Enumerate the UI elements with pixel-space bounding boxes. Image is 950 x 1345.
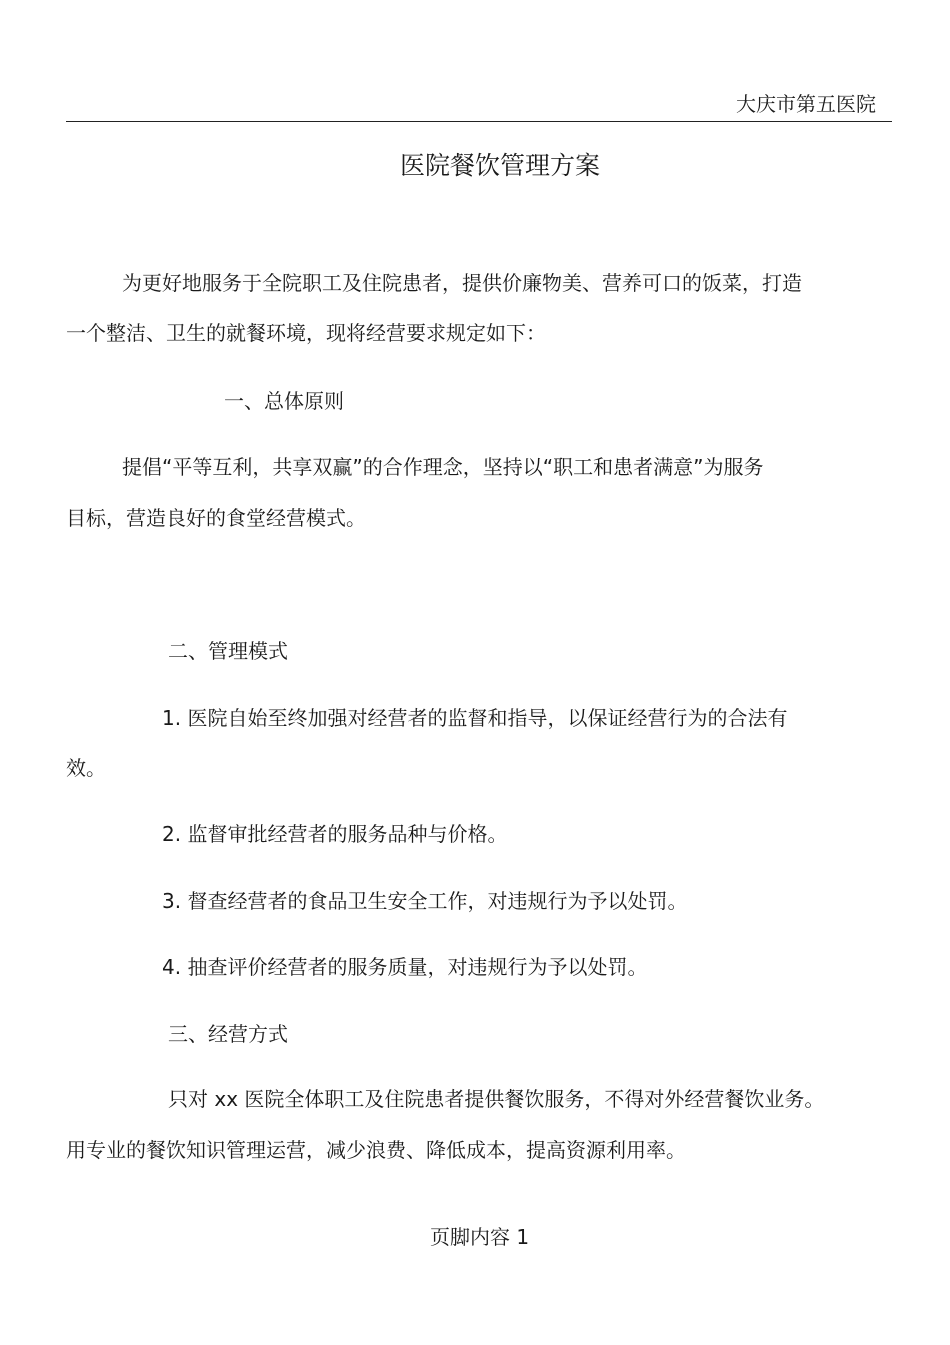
intro-line-2: 一个整洁、卫生的就餐环境，现将经营要求规定如下： [66,321,546,345]
operation-line-1: 只对 xx 医院全体职工及住院患者提供餐饮服务，不得对外经营餐饮业务。 [168,1087,825,1111]
list-item: 2. 监督审批经营者的服务品种与价格。 [162,822,508,846]
operation-line-2: 用专业的餐饮知识管理运营，减少浪费、降低成本，提高资源利用率。 [66,1138,686,1162]
intro-line-1: 为更好地服务于全院职工及住院患者，提供价廉物美、营养可口的饭菜，打造 [122,271,802,295]
page-footer: 页脚内容 1 [430,1225,530,1249]
principles-line-1: 提倡“平等互利，共享双赢”的合作理念，坚持以“职工和患者满意”为服务 [122,455,764,479]
header-hospital-name: 大庆市第五医院 [736,92,876,116]
section-heading-operation: 三、经营方式 [168,1022,288,1046]
list-item: 1. 医院自始至终加强对经营者的监督和指导，以保证经营行为的合法有 [162,706,788,730]
list-item-continuation: 效。 [66,756,106,780]
list-item: 4. 抽查评价经营者的服务质量，对违规行为予以处罚。 [162,955,648,979]
list-item: 3. 督查经营者的食品卫生安全工作，对违规行为予以处罚。 [162,889,688,913]
principles-line-2: 目标，营造良好的食堂经营模式。 [66,506,366,530]
document-title: 医院餐饮管理方案 [400,151,601,180]
section-heading-management: 二、管理模式 [168,639,288,663]
header-divider [66,121,892,122]
section-heading-principles: 一、总体原则 [224,389,344,413]
